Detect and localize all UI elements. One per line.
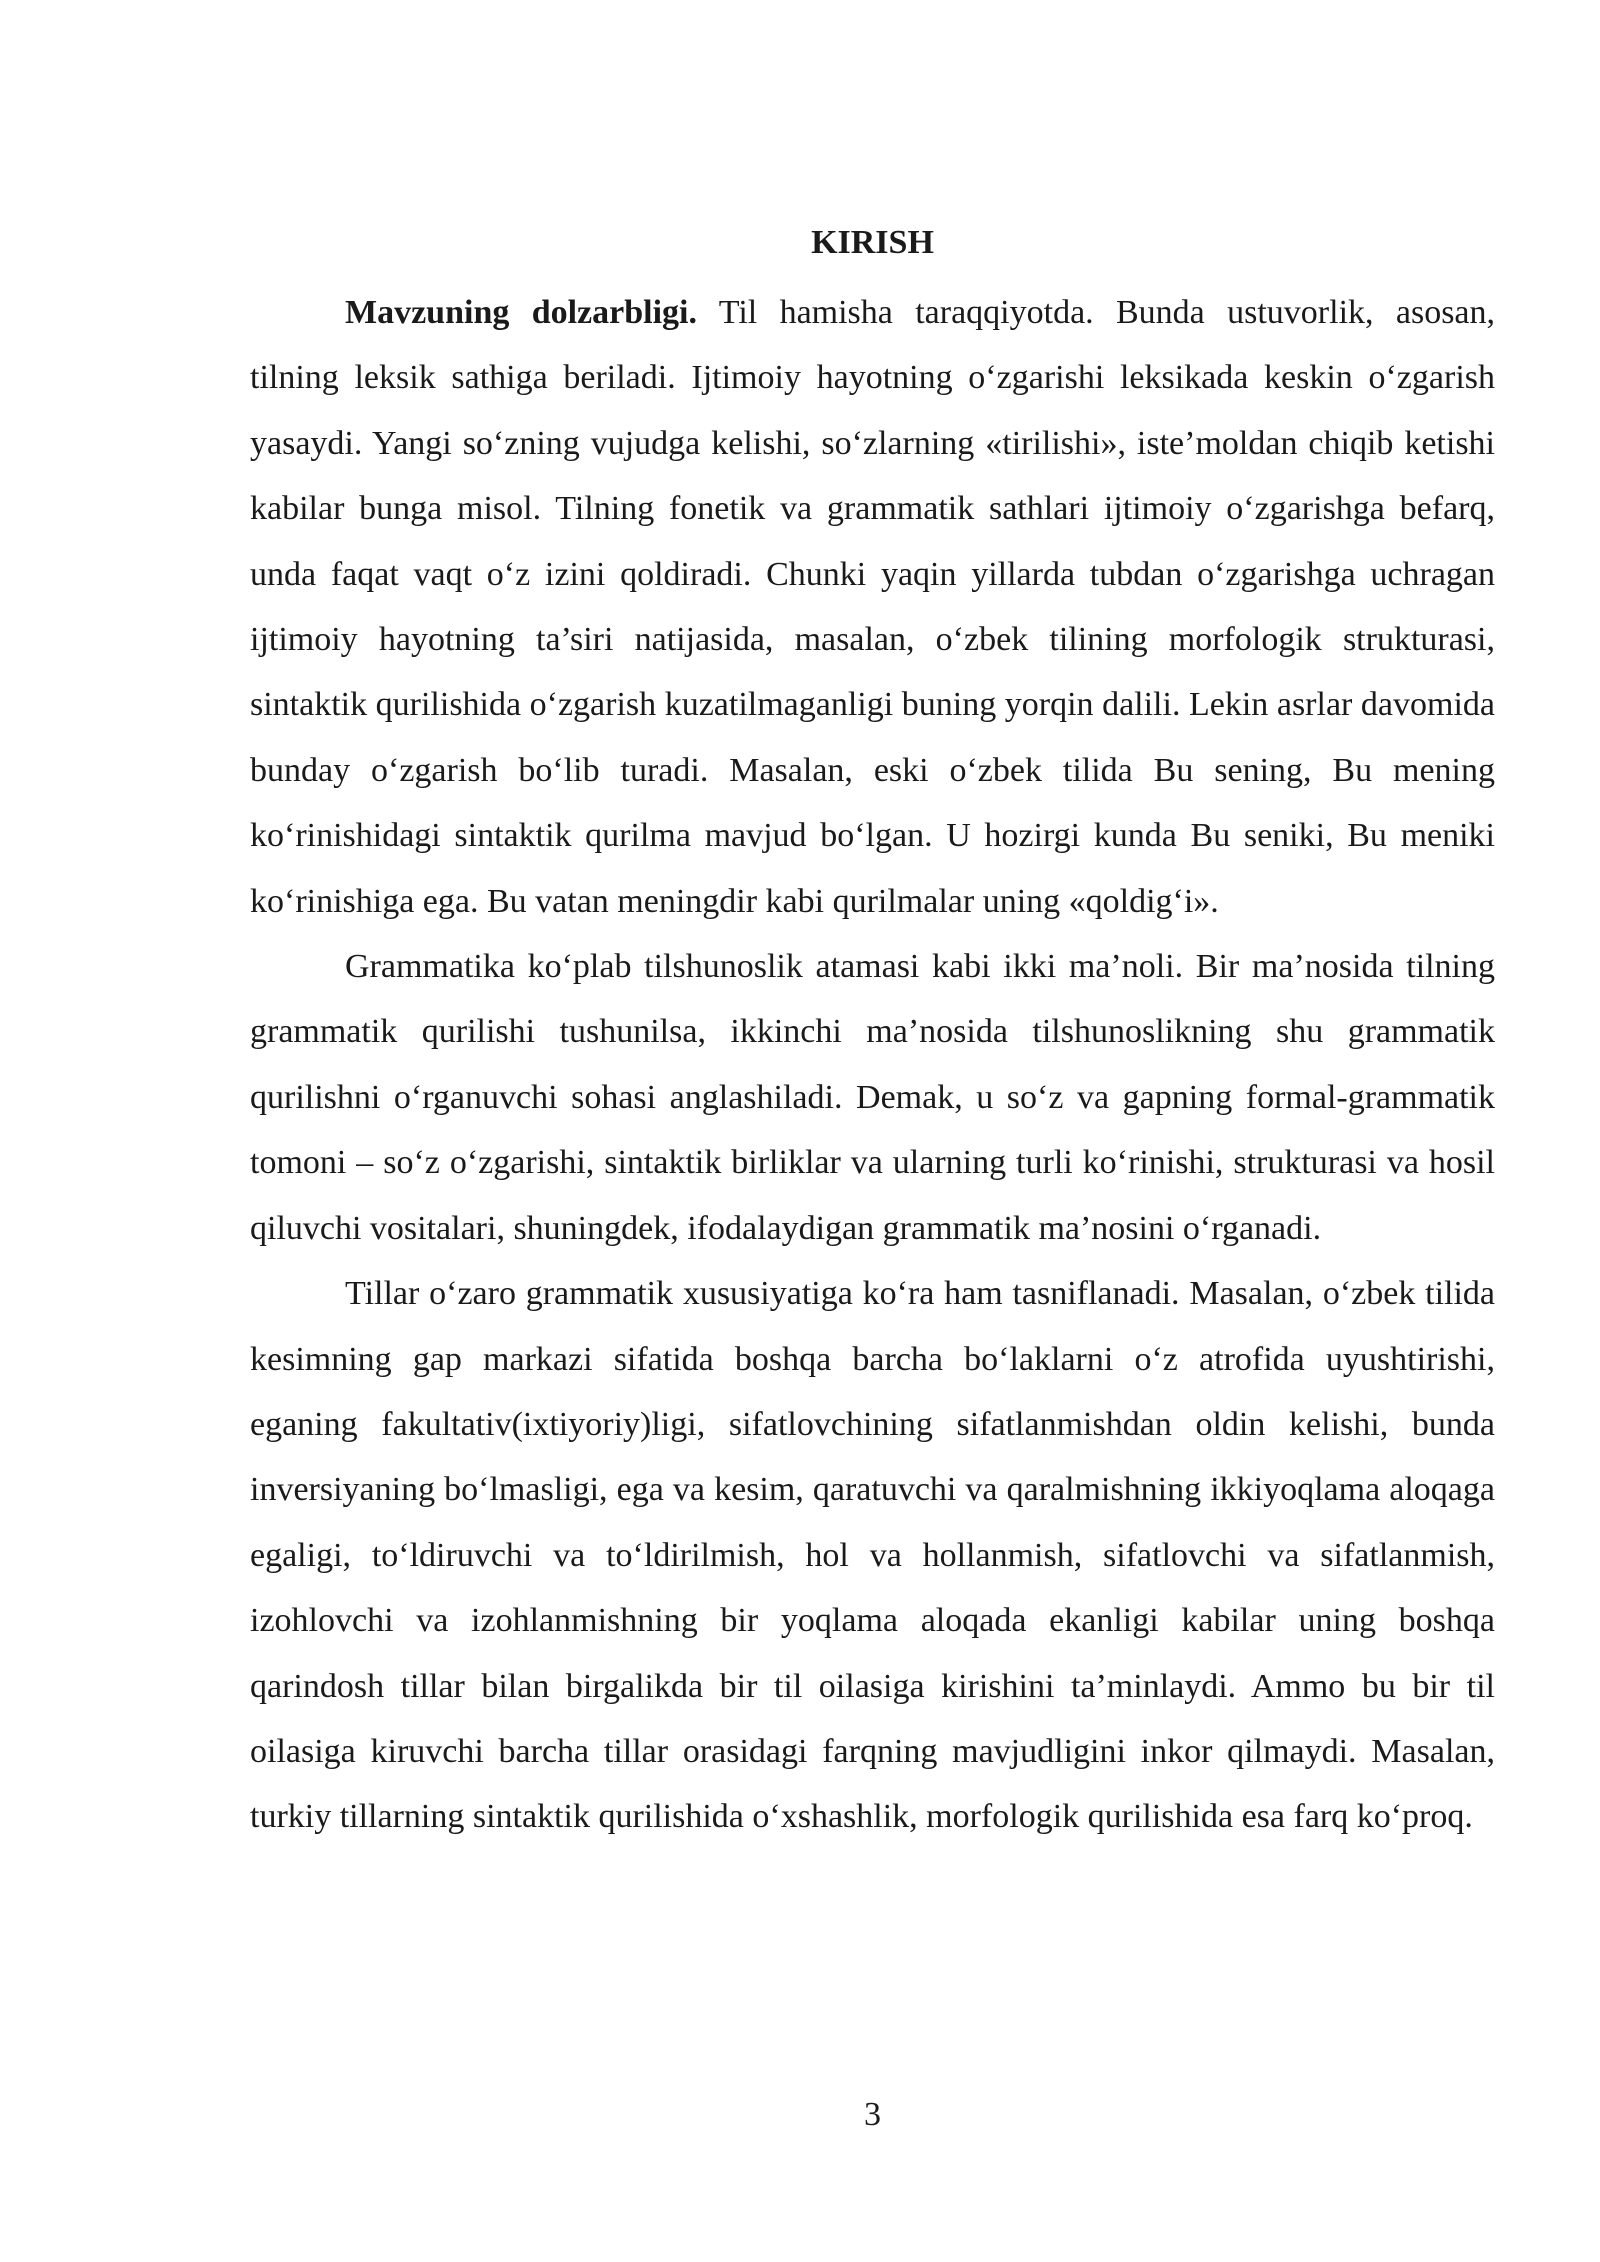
paragraph-relevance — [250, 280, 1495, 934]
paragraph-grammar — [250, 934, 1495, 1261]
paragraph-lead: Mavzuning dolzarbligi. — [345, 294, 697, 331]
paragraph-text: Tillar o‘zaro grammatik xususiyatiga ko‘ra ham tasniflanadi. Masalan, o‘zbek tilida kesimning gap markazi sifatida boshqa barcha bo‘laklarni o‘z atrofida uyushtirishi, eganing fakultativ(ixtiyoriy)ligi, sifatlovchining sifatlanmishdan oldin kelishi, bunda inversiyaning bo‘lmasligi, ega va kesim, qaratuvchi va qaralmishning ikkiyoqlama aloqaga egaligi, to‘ldiruvchi va to‘ldirilmish, hol va hollanmish, sifatlovchi va sifatlanmish, izohlovchi va izohlanmishning bir yoqlama aloqada ekanligi kabilar uning boshqa qarindosh tillar bilan birgalikda bir til oilasiga kirishini ta’minlaydi. Ammo bu bir til oilasiga kiruvchi barcha tillar orasidagi farqning mavjudligini inkor qilmaydi. Masalan, turkiy tillarning sintaktik qurilishida o‘xshashlik, morfologik qurilishida esa farq ko‘proq. — [250, 1275, 1495, 1836]
page-number: 3 — [864, 2096, 881, 2133]
paragraph-text: Grammatika ko‘plab tilshunoslik atamasi kabi ikki ma’noli. Bir ma’nosida tilning grammatik qurilishi tushunilsa, ikkinchi ma’nosida tilshunoslikning shu grammatik qurilishni o‘rganuvchi sohasi anglashiladi. Demak, u so‘z va gapning formal-grammatik tomoni – so‘z o‘zgarishi, sintaktik birliklar va ularning turli ko‘rinishi, strukturasi va hosil qiluvchi vositalari, shuningdek, ifodalaydigan grammatik ma’nosini o‘rganadi. — [250, 948, 1495, 1247]
document-body — [250, 280, 1495, 1850]
paragraph-text: Til hamisha taraqqiyotda. Bunda ustuvorlik, asosan, tilning leksik sathiga beriladi. Ijtimoiy hayotning o‘zgarishi leksikada keskin o‘zgarish yasaydi. Yangi so‘zning vujudga kelishi, so‘zlarning «tirilishi», iste’moldan chiqib ketishi kabilar bunga misol. Tilning fonetik va grammatik sathlari ijtimoiy o‘zgarishga befarq, unda faqat vaqt o‘z izini qoldiradi. Chunki yaqin yillarda tubdan o‘zgarishga uchragan ijtimoiy hayotning ta’siri natijasida, masalan, o‘zbek tilining morfologik strukturasi, sintaktik qurilishida o‘zgarish kuzatilmaganligi buning yorqin dalili. Lekin asrlar davomida bunday o‘zgarish bo‘lib turadi. Masalan, eski o‘zbek tilida Bu sening, Bu mening ko‘rinishidagi sintaktik qurilma mavjud bo‘lgan. U hozirgi kunda Bu seniki, Bu meniki ko‘rinishiga ega. Bu vatan meningdir kabi qurilmalar uning «qoldig‘i». — [250, 294, 1496, 920]
document-page — [250, 0, 1495, 2262]
page-title: KIRISH — [811, 224, 934, 261]
paragraph-classification — [250, 1261, 1495, 1850]
